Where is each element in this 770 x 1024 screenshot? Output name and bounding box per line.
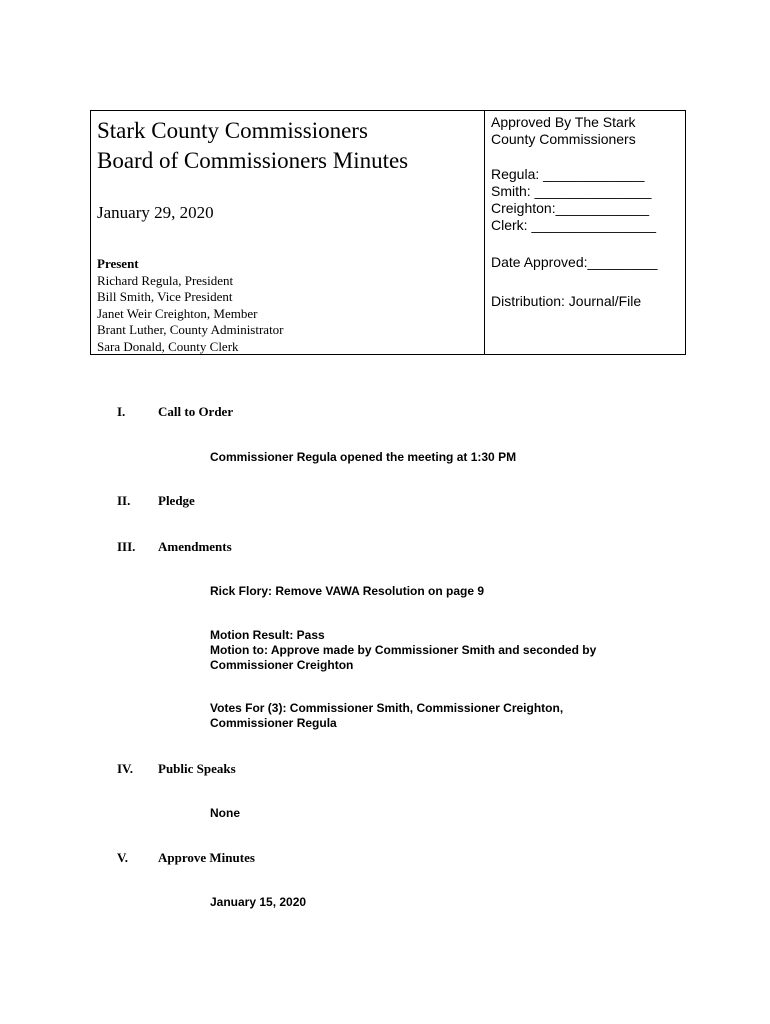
title-line-1: Stark County Commissioners xyxy=(97,118,368,143)
meeting-date: January 29, 2020 xyxy=(97,203,214,222)
signature-lines xyxy=(491,166,681,234)
section-label: Approve Minutes xyxy=(158,850,255,865)
header-table xyxy=(90,110,686,355)
attendee: Janet Weir Creighton, Member xyxy=(97,305,258,321)
motion-text-cont: Commissioner Creighton xyxy=(210,658,354,672)
section-label: Public Speaks xyxy=(158,761,236,776)
header-left-column xyxy=(97,111,477,355)
section-label: Amendments xyxy=(158,539,232,554)
signature-regula: Regula: _____________ xyxy=(491,166,645,182)
date-approved: Date Approved:_________ xyxy=(491,254,658,270)
attendee: Sara Donald, County Clerk xyxy=(97,338,239,354)
motion-block xyxy=(210,628,640,673)
section-detail: Rick Flory: Remove VAWA Resolution on page 9 xyxy=(210,584,485,598)
document-title xyxy=(97,116,477,176)
motion-text: Motion to: Approve made by Commissioner Smith and seconded by xyxy=(210,643,597,657)
section-number: II. xyxy=(117,493,131,508)
title-line-2: Board of Commissioners Minutes xyxy=(97,148,409,173)
present-label: Present xyxy=(97,256,139,271)
section-number: III. xyxy=(117,539,136,554)
section-detail: None xyxy=(210,806,240,820)
distribution: Distribution: Journal/File xyxy=(491,293,642,309)
section-number: IV. xyxy=(117,761,134,776)
section-number: I. xyxy=(117,404,126,419)
approval-line-2: County Commissioners xyxy=(491,131,636,147)
motion-result: Motion Result: Pass xyxy=(210,628,325,642)
signature-creighton: Creighton:____________ xyxy=(491,200,650,216)
section-label: Pledge xyxy=(158,493,195,508)
approval-column xyxy=(491,111,681,310)
approval-heading xyxy=(491,114,681,148)
votes-for-cont: Commissioner Regula xyxy=(210,716,337,730)
section-detail: January 15, 2020 xyxy=(210,895,307,909)
section-label: Call to Order xyxy=(158,404,234,419)
column-divider xyxy=(484,111,485,354)
section-number: V. xyxy=(117,850,128,865)
signature-smith: Smith: _______________ xyxy=(491,183,652,199)
attendees-block xyxy=(97,256,477,355)
section-detail: Commissioner Regula opened the meeting at 1:30 PM xyxy=(210,450,517,464)
votes-for: Votes For (3): Commissioner Smith, Commissioner Creighton, xyxy=(210,701,564,715)
signature-clerk: Clerk: ________________ xyxy=(491,217,657,233)
attendee: Bill Smith, Vice President xyxy=(97,289,233,304)
approval-line-1: Approved By The Stark xyxy=(491,114,636,130)
attendee: Brant Luther, County Administrator xyxy=(97,322,284,337)
attendee: Richard Regula, President xyxy=(97,272,234,288)
votes-block xyxy=(210,701,640,731)
